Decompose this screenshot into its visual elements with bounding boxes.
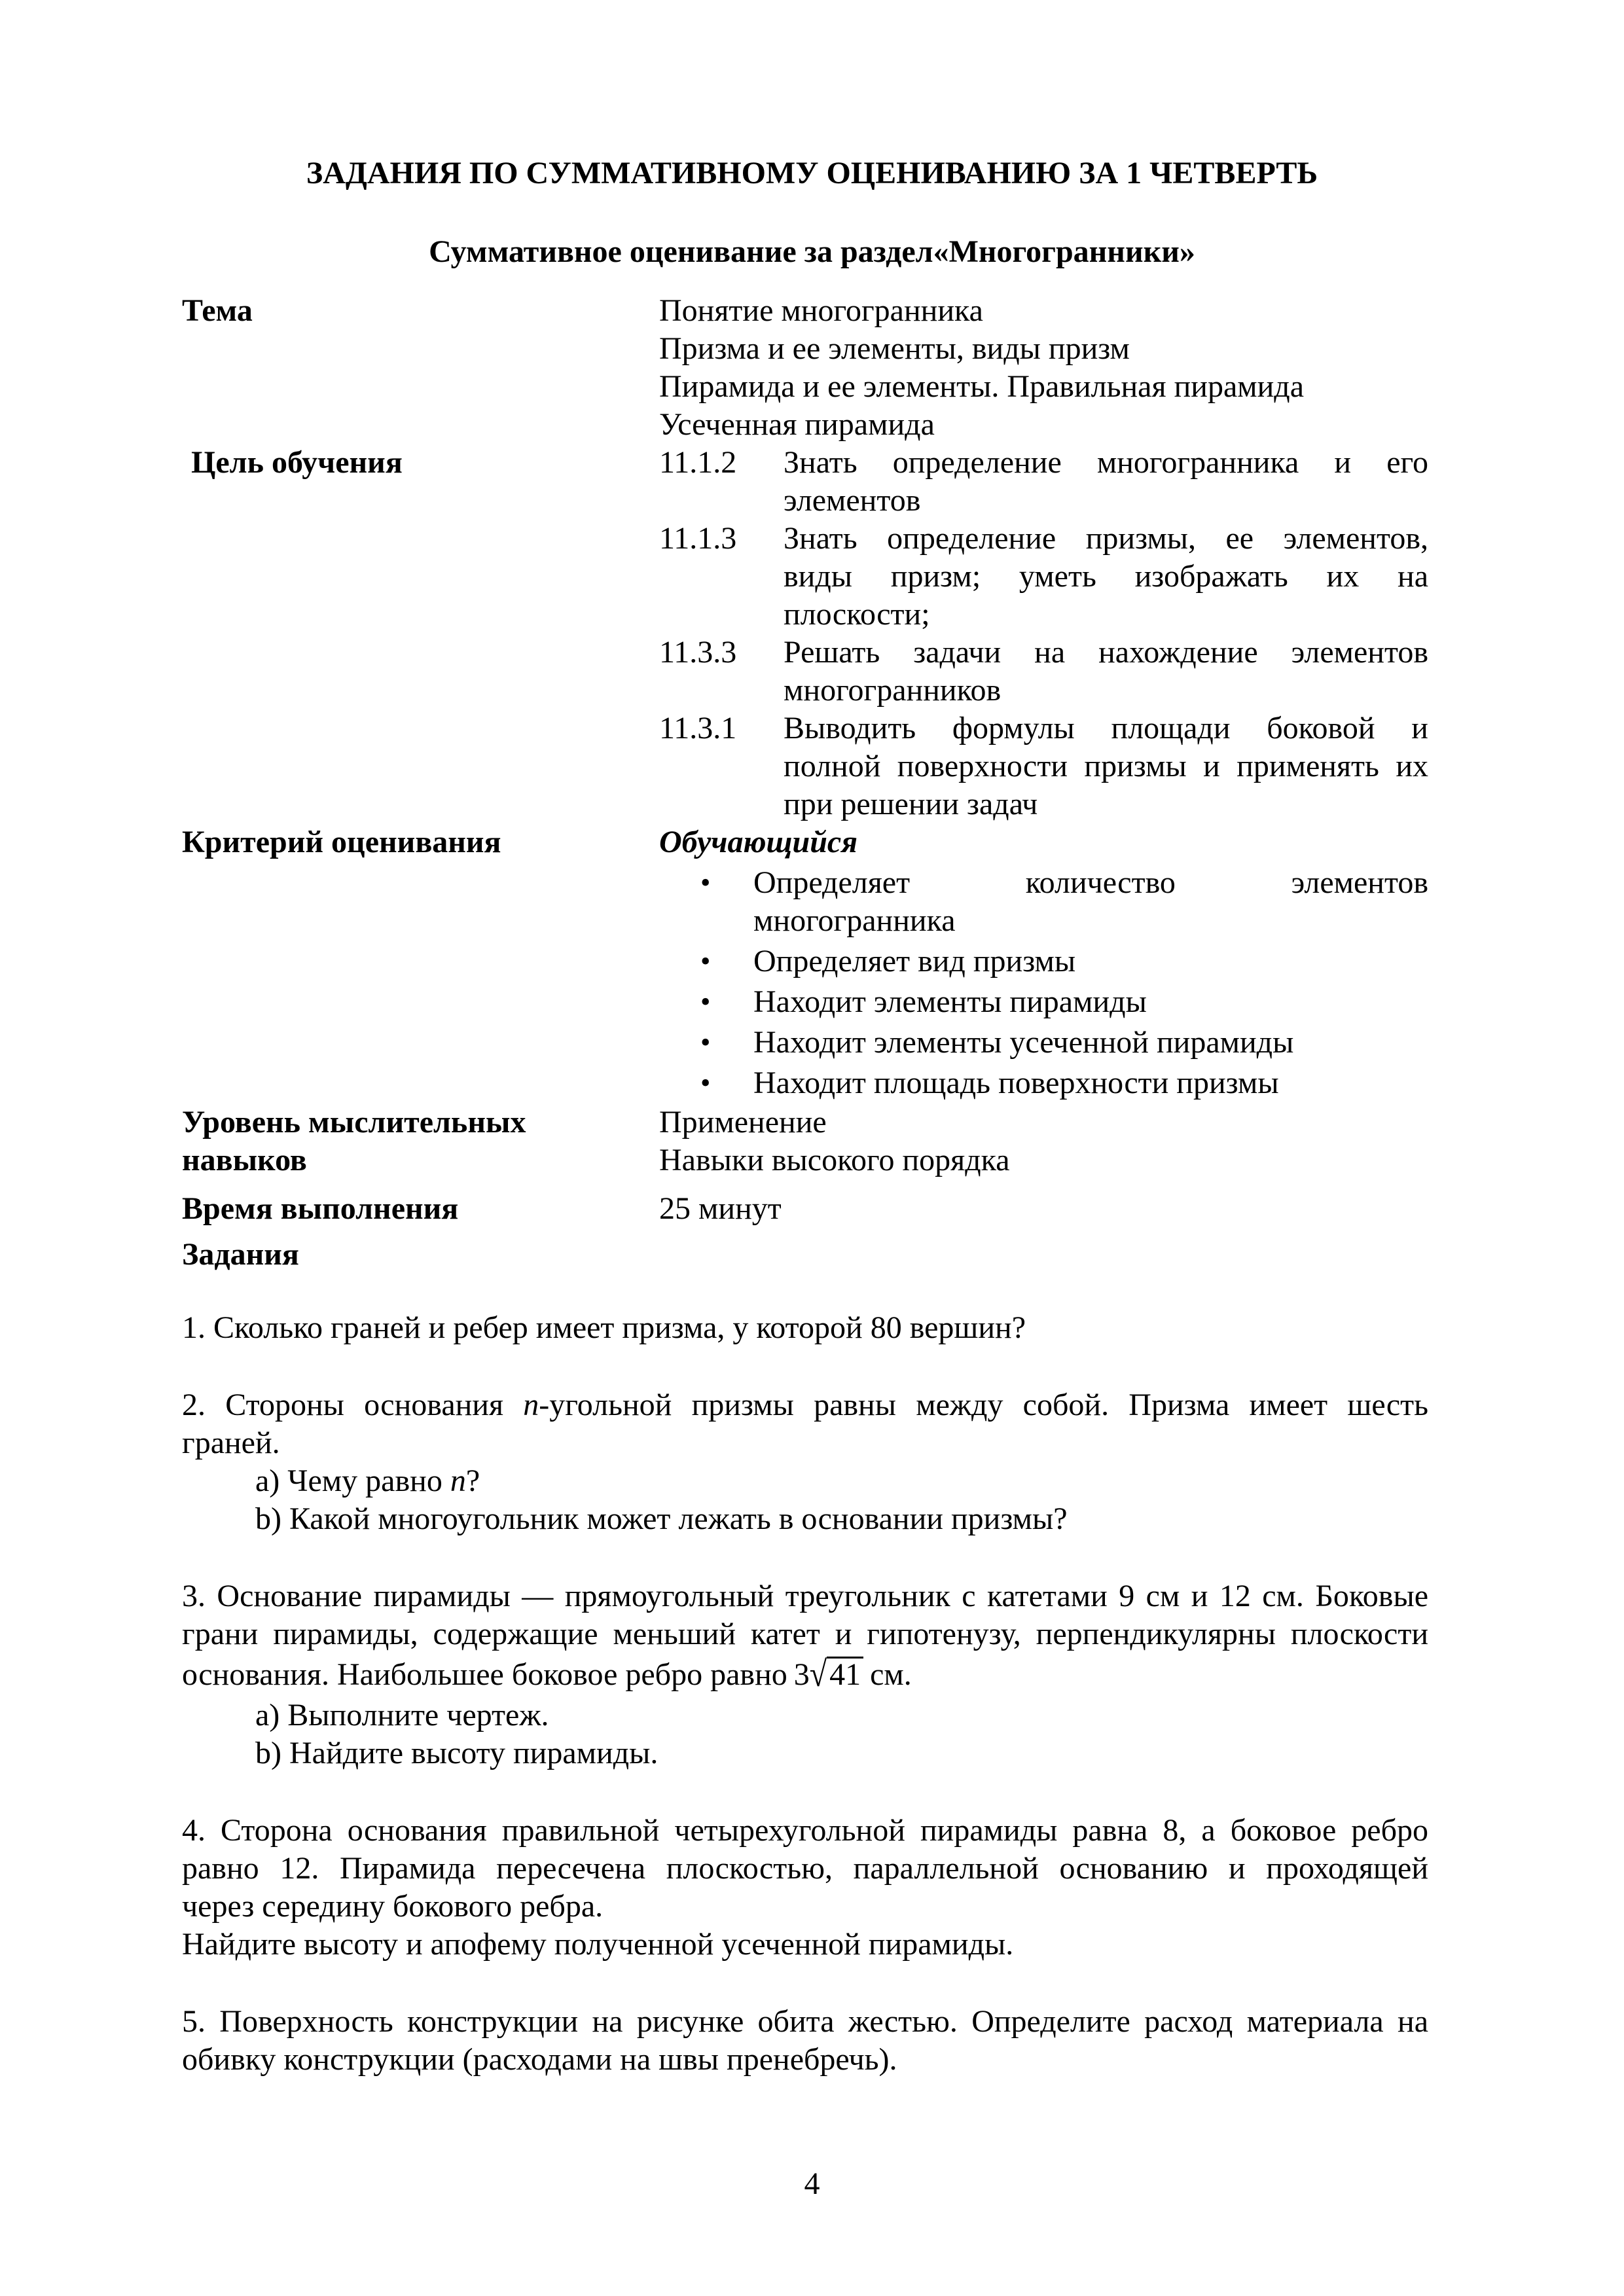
criteria-heading: Обучающийся	[659, 825, 857, 859]
task-2-line: граней.	[182, 1426, 280, 1460]
task-text: основания. Наибольшее боковое ребро равно	[182, 1657, 787, 1692]
topic-item: Усеченная пирамида	[659, 407, 935, 442]
objective-code: 11.3.1	[659, 711, 737, 745]
task-text: 2. Стороны основания	[182, 1388, 524, 1422]
time-label: Время выполнения	[182, 1191, 459, 1226]
task-text: a) Чему равно	[255, 1463, 450, 1498]
criteria-item: Определяет количество элементов	[753, 865, 1428, 900]
sqrt-sign-icon: √	[809, 1654, 827, 1695]
task-4-line: равно 12. Пирамида пересечена плоскостью, параллельной основанию и проходящей	[182, 1851, 1428, 1886]
objective-label: Цель обучения	[191, 445, 403, 480]
sqrt-radicand: 41	[827, 1657, 863, 1691]
objective-text: Знать определение многогранника и его	[784, 445, 1428, 480]
objective-code: 11.1.3	[659, 521, 737, 556]
objective-text: полной поверхности призмы и применять их	[784, 749, 1428, 783]
section-subtitle: Суммативное оценивание за раздел«Многогранники»	[429, 234, 1195, 269]
task-text: см.	[870, 1657, 912, 1692]
objective-text: Знать определение призмы, ее элементов,	[784, 521, 1428, 556]
task-2a	[255, 1462, 480, 1500]
task-4-line: через середину бокового ребра.	[182, 1889, 604, 1924]
time-value: 25 минут	[659, 1191, 782, 1226]
page-title: ЗАДАНИЯ ПО СУММАТИВНОМУ ОЦЕНИВАНИЮ ЗА 1 ЧЕТВЕРТЬ	[306, 156, 1318, 190]
objective-text: плоскости;	[784, 597, 930, 632]
criteria-item: многогранника	[753, 903, 956, 938]
bullet-icon: •	[700, 945, 711, 977]
page-number: 4	[804, 2166, 820, 2201]
criteria-item: Находит площадь поверхности призмы	[753, 1066, 1279, 1100]
criteria-item: Определяет вид призмы	[753, 944, 1076, 978]
objective-text: Выводить формулы площади боковой и	[784, 711, 1428, 745]
objective-text: Решать задачи на нахождение элементов	[784, 635, 1428, 670]
task-2-line	[182, 1386, 1428, 1424]
objective-code: 11.3.3	[659, 635, 737, 670]
level-item: Применение	[659, 1105, 827, 1139]
bullet-icon: •	[700, 867, 711, 899]
sqrt-expression	[794, 1656, 863, 1694]
bullet-icon: •	[700, 1026, 711, 1058]
objective-text: виды призм; уметь изображать их на	[784, 559, 1428, 594]
task-5-line: 5. Поверхность конструкции на рисунке обита жестью. Определите расход материала на	[182, 2004, 1428, 2039]
task-3-line: грани пирамиды, содержащие меньший катет и гипотенузу, перпендикулярны плоскости	[182, 1617, 1428, 1651]
task-3-line	[182, 1656, 912, 1694]
task-3-line: 3. Основание пирамиды — прямоугольный треугольник с катетами 9 см и 12 см. Боковые	[182, 1579, 1428, 1613]
variable-n: n	[523, 1388, 539, 1422]
objective-code: 11.1.2	[659, 445, 737, 480]
topic-item: Пирамида и ее элементы. Правильная пирамида	[659, 369, 1305, 404]
variable-n: n	[450, 1463, 466, 1498]
bullet-icon: •	[700, 1067, 711, 1099]
criteria-item: Находит элементы усеченной пирамиды	[753, 1025, 1294, 1060]
objective-text: многогранников	[784, 673, 1001, 708]
bullet-icon: •	[700, 986, 711, 1018]
topic-item: Призма и ее элементы, виды призм	[659, 331, 1130, 366]
task-3a: a) Выполните чертеж.	[255, 1698, 549, 1732]
level-item: Навыки высокого порядка	[659, 1143, 1010, 1177]
tasks-label: Задания	[182, 1237, 299, 1272]
topic-label: Тема	[182, 293, 253, 328]
topic-item: Понятие многогранника	[659, 293, 983, 328]
objective-text: элементов	[784, 483, 921, 518]
level-label: Уровень мыслительных	[182, 1105, 526, 1139]
task-3b: b) Найдите высоту пирамиды.	[255, 1736, 659, 1770]
objective-text: при решении задач	[784, 787, 1038, 821]
task-2b: b) Какой многоугольник может лежать в основании призмы?	[255, 1501, 1068, 1536]
criteria-item: Находит элементы пирамиды	[753, 984, 1147, 1019]
sqrt-coefficient: 3	[793, 1657, 810, 1692]
task-text: -угольной призмы равны между собой. Призма имеет шесть	[539, 1388, 1429, 1422]
task-5-line: обивку конструкции (расходами на швы пренебречь).	[182, 2042, 897, 2077]
task-text: ?	[465, 1463, 480, 1498]
level-label: навыков	[182, 1143, 307, 1177]
task-1: 1. Сколько граней и ребер имеет призма, у которой 80 вершин?	[182, 1310, 1026, 1345]
task-4-line: 4. Сторона основания правильной четырехугольной пирамиды равна 8, а боковое ребро	[182, 1813, 1428, 1848]
task-4-line: Найдите высоту и апофему полученной усеченной пирамиды.	[182, 1927, 1014, 1962]
criteria-label: Критерий оценивания	[182, 825, 501, 859]
